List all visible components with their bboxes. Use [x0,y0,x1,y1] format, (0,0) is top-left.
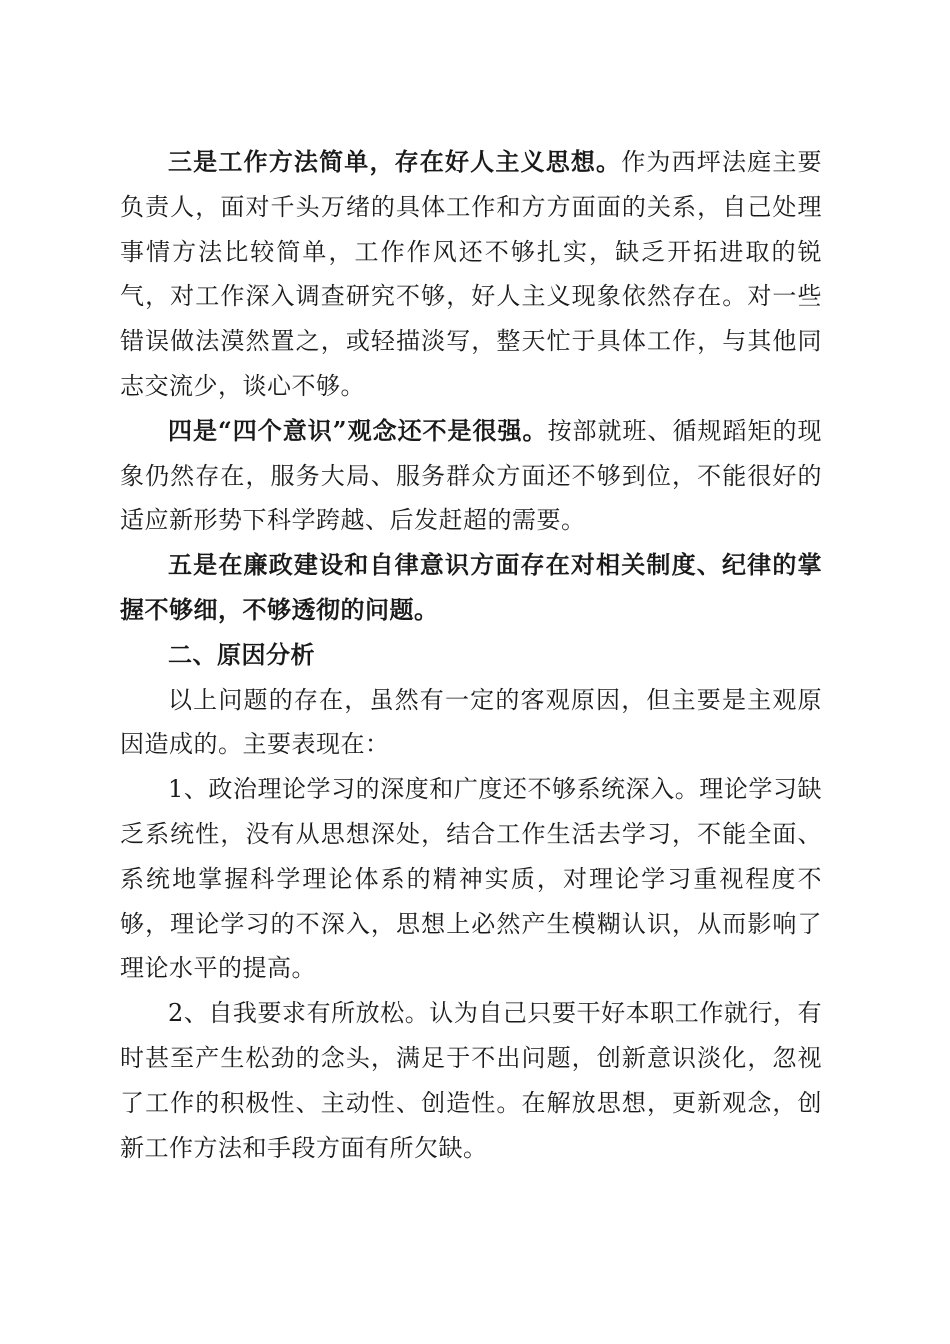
paragraph-intro: 以上问题的存在，虽然有一定的客观原因，但主要是主观原因造成的。主要表现在： [120,685,822,759]
paragraph-lead: 三是工作方法简单，存在好人主义思想。 [168,147,622,176]
document-body [120,140,822,1170]
paragraph-reason-2: 2、自我要求有所放松。认为自己只要干好本职工作就行，有时甚至产生松劲的念头，满足于不出问题，创新意识淡化，忽视了工作的积极性、主动性、创造性。在解放思想，更新观念，创新工作方法和手段方面有所欠缺。 [120,999,822,1162]
paragraph-lead: 四是“四个意识”观念还不是很强。 [168,415,548,445]
paragraph-lead: 五是在廉政建设和自律意识方面存在对相关制度、纪律的掌握不够细，不够透彻的问题。 [120,550,822,624]
paragraph-text: 按部就班、循规蹈矩的现象仍然存在，服务大局、服务群众方面还不够到位，不能很好的适应新形势下科学跨越、后发赶超的需要。 [120,416,823,535]
paragraph-reason-1: 1、政治理论学习的深度和广度还不够系统深入。理论学习缺乏系统性，没有从思想深处，结合工作生活去学习，不能全面、系统地掌握科学理论体系的精神实质，对理论学习重视程度不够，理论学习的不深入，思想上必然产生模糊认识，从而影响了理论水平的提高。 [120,775,822,983]
paragraph-problem-4 [120,409,822,543]
paragraph-text: 作为西坪法庭主要负责人，面对千头万绪的具体工作和方方面面的关系，自己处理事情方法比较简单，工作作风还不够扎实，缺乏开拓进取的锐气，对工作深入调查研究不够，好人主义现象依然存在。对一些错误做法漠然置之，或轻描淡写，整天忙于具体工作，与其他同志交流少，谈心不够。 [120,148,823,400]
paragraph-problem-5 [120,543,822,633]
section-heading: 二、原因分析 [168,640,315,669]
paragraph-problem-3 [120,140,822,409]
